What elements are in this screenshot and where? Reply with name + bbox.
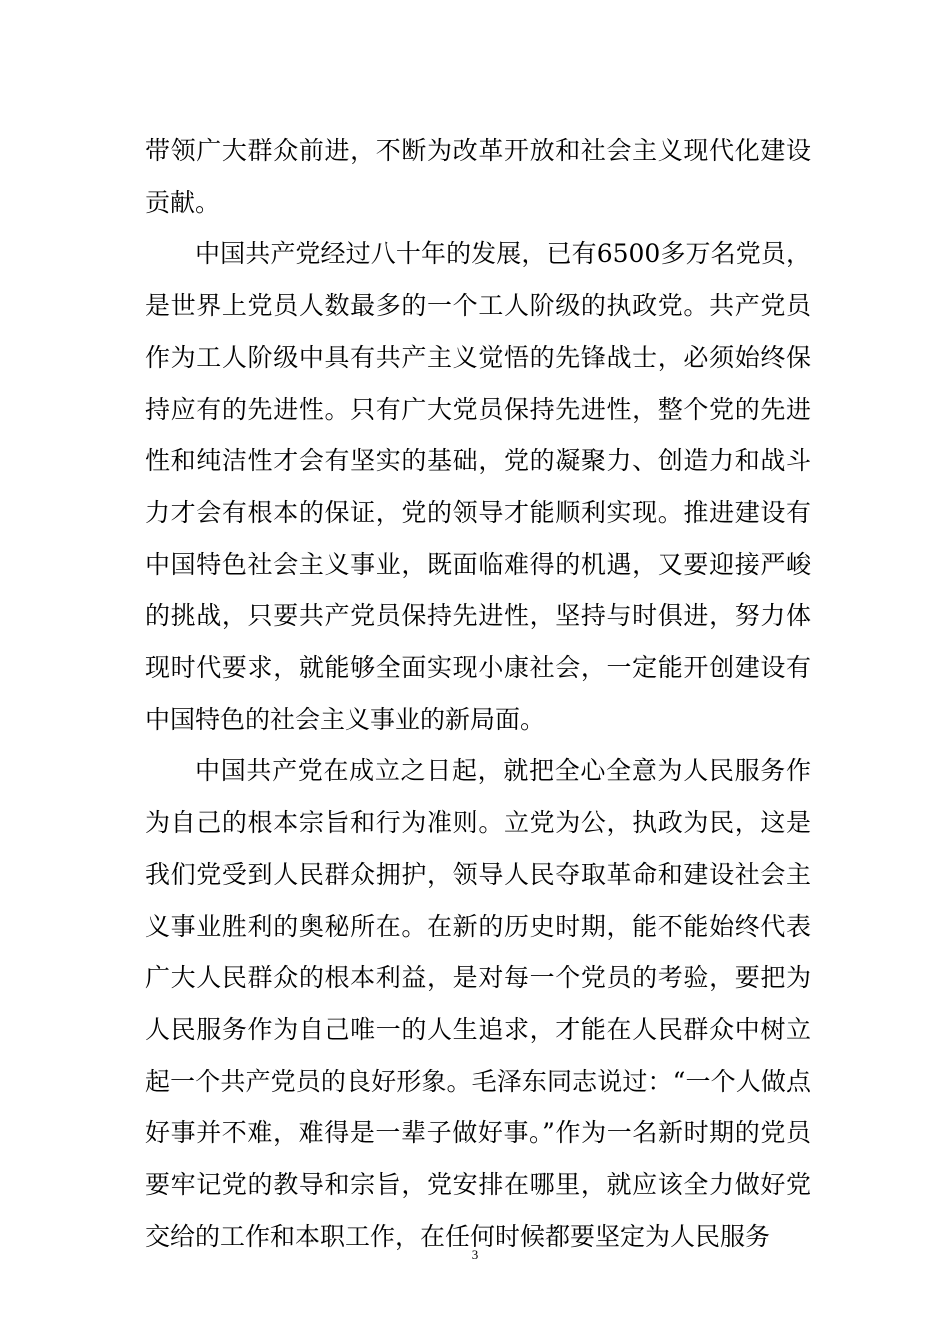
page-number: 3 — [471, 1247, 479, 1262]
paragraph-3: 中国共产党在成立之日起，就把全心全意为人民服务作为自己的根本宗旨和行为准则。立党为公，执政为民，这是我们党受到人民群众拥护，领导人民夺取革命和建设社会主义事业胜利的奥秘所在。在新的历史时期，能不能始终代表广大人民群众的根本利益，是对每一个党员的考验，要把为人民服务作为自己唯一的人生追求，才能在人民群众中树立起一个共产党员的良好形象。毛泽东同志说过：“一个人做点好事并不难，难得是一辈子做好事。”作为一名新时期的党员要牢记党的教导和宗旨，党安排在哪里，就应该全力做好党交给的工作和本职工作，在任何时候都要坚定为人民服务 — [145, 756, 811, 1251]
paragraph-2: 中国共产党经过八十年的发展，已有6500多万名党员，是世界上党员人数最多的一个工人阶级的执政党。共产党员作为工人阶级中具有共产主义觉悟的先锋战士，必须始终保持应有的先进性。只有广大党员保持先进性，整个党的先进性和纯洁性才会有坚实的基础，党的凝聚力、创造力和战斗力才会有根本的保证，党的领导才能顺利实现。推进建设有中国特色社会主义事业，既面临难得的机遇，又要迎接严峻的挑战，只要共产党员保持先进性，坚持与时俱进，努力体现时代要求，就能够全面实现小康社会，一定能开创建设有中国特色的社会主义事业的新局面。 — [145, 239, 811, 734]
paragraph-1: 带领广大群众前进，不断为改革开放和社会主义现代化建设贡献。 — [145, 136, 811, 217]
body-text — [145, 125, 811, 1262]
